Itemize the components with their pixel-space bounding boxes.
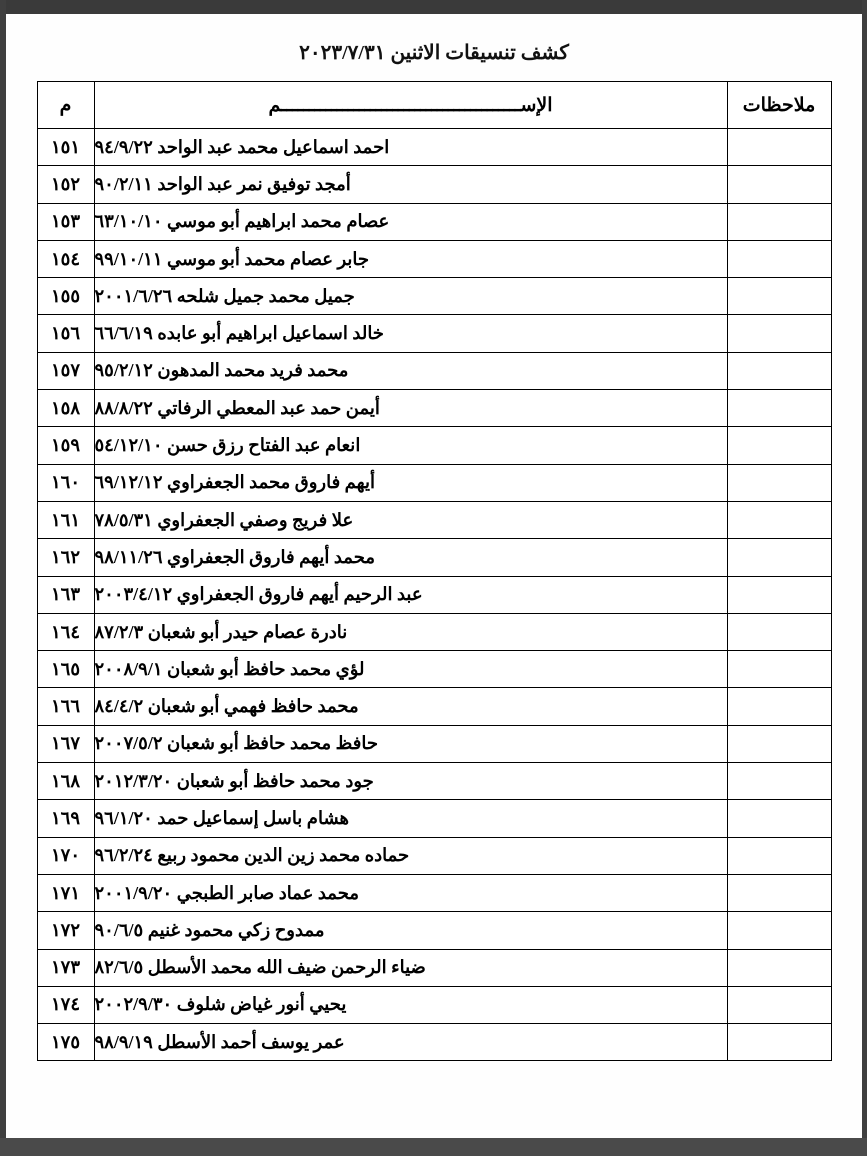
table-header bbox=[37, 82, 831, 129]
cell-name: جميل محمد جميل شلحه ٢٠٠١/٦/٢٦ bbox=[94, 278, 727, 315]
table-row bbox=[37, 390, 831, 427]
cell-notes bbox=[727, 539, 831, 576]
cell-notes bbox=[727, 390, 831, 427]
table-row bbox=[37, 837, 831, 874]
cell-number: ١٧١ bbox=[37, 874, 94, 911]
scan-edge-bottom bbox=[0, 1138, 867, 1156]
column-header-number: م bbox=[37, 82, 94, 129]
cell-notes bbox=[727, 763, 831, 800]
cell-notes bbox=[727, 427, 831, 464]
cell-name: انعام عبد الفتاح رزق حسن ٥٤/١٢/١٠ bbox=[94, 427, 727, 464]
cell-notes bbox=[727, 464, 831, 501]
cell-number: ١٦٩ bbox=[37, 800, 94, 837]
cell-notes bbox=[727, 688, 831, 725]
cell-number: ١٦٧ bbox=[37, 725, 94, 762]
cell-number: ١٥١ bbox=[37, 129, 94, 166]
coordination-table bbox=[37, 81, 832, 1061]
table-row bbox=[37, 278, 831, 315]
table-row bbox=[37, 651, 831, 688]
cell-number: ١٧٤ bbox=[37, 986, 94, 1023]
cell-name: محمد أيهم فاروق الجعفراوي ٩٨/١١/٢٦ bbox=[94, 539, 727, 576]
table-row bbox=[37, 539, 831, 576]
table-row bbox=[37, 763, 831, 800]
table-row bbox=[37, 688, 831, 725]
cell-name: احمد اسماعيل محمد عبد الواحد ٩٤/٩/٢٢ bbox=[94, 129, 727, 166]
cell-name: محمد فريد محمد المدهون ٩٥/٢/١٢ bbox=[94, 352, 727, 389]
cell-number: ١٥٢ bbox=[37, 166, 94, 203]
cell-number: ١٦٣ bbox=[37, 576, 94, 613]
cell-notes bbox=[727, 613, 831, 650]
cell-notes bbox=[727, 240, 831, 277]
cell-name: حافظ محمد حافظ أبو شعبان ٢٠٠٧/٥/٢ bbox=[94, 725, 727, 762]
cell-name: هشام باسل إسماعيل حمد ٩٦/١/٢٠ bbox=[94, 800, 727, 837]
cell-number: ١٦٤ bbox=[37, 613, 94, 650]
cell-notes bbox=[727, 837, 831, 874]
cell-notes bbox=[727, 315, 831, 352]
cell-name: محمد عماد صابر الطبجي ٢٠٠١/٩/٢٠ bbox=[94, 874, 727, 911]
cell-name: محمد حافظ فهمي أبو شعبان ٨٤/٤/٢ bbox=[94, 688, 727, 725]
table-row bbox=[37, 501, 831, 538]
cell-notes bbox=[727, 129, 831, 166]
table-row bbox=[37, 800, 831, 837]
table-row bbox=[37, 912, 831, 949]
cell-number: ١٦١ bbox=[37, 501, 94, 538]
cell-number: ١٦٢ bbox=[37, 539, 94, 576]
table-row bbox=[37, 352, 831, 389]
cell-name: جابر عصام محمد أبو موسي ٩٩/١٠/١١ bbox=[94, 240, 727, 277]
cell-notes bbox=[727, 725, 831, 762]
cell-number: ١٥٨ bbox=[37, 390, 94, 427]
table-row bbox=[37, 315, 831, 352]
table-row bbox=[37, 1024, 831, 1061]
cell-notes bbox=[727, 576, 831, 613]
cell-name: أيهم فاروق محمد الجعفراوي ٦٩/١٢/١٢ bbox=[94, 464, 727, 501]
table-row bbox=[37, 203, 831, 240]
cell-notes bbox=[727, 912, 831, 949]
cell-number: ١٦٦ bbox=[37, 688, 94, 725]
table-row bbox=[37, 613, 831, 650]
cell-number: ١٥٩ bbox=[37, 427, 94, 464]
column-header-name bbox=[94, 82, 727, 129]
cell-number: ١٥٦ bbox=[37, 315, 94, 352]
table-row bbox=[37, 129, 831, 166]
cell-number: ١٦٥ bbox=[37, 651, 94, 688]
cell-number: ١٥٥ bbox=[37, 278, 94, 315]
cell-name: جود محمد حافظ أبو شعبان ٢٠١٢/٣/٢٠ bbox=[94, 763, 727, 800]
cell-notes bbox=[727, 278, 831, 315]
scan-edge-top bbox=[0, 0, 867, 14]
document-sheet bbox=[6, 14, 862, 1138]
cell-name: يحيي أنور غياض شلوف ٢٠٠٢/٩/٣٠ bbox=[94, 986, 727, 1023]
cell-number: ١٧٢ bbox=[37, 912, 94, 949]
cell-notes bbox=[727, 874, 831, 911]
cell-notes bbox=[727, 1024, 831, 1061]
cell-number: ١٥٤ bbox=[37, 240, 94, 277]
table-row bbox=[37, 874, 831, 911]
cell-number: ١٧٠ bbox=[37, 837, 94, 874]
cell-number: ١٧٥ bbox=[37, 1024, 94, 1061]
cell-name: لؤي محمد حافظ أبو شعبان ٢٠٠٨/٩/١ bbox=[94, 651, 727, 688]
cell-notes bbox=[727, 651, 831, 688]
scan-edge-right bbox=[862, 0, 867, 1156]
cell-number: ١٧٣ bbox=[37, 949, 94, 986]
cell-name: حماده محمد زين الدين محمود ربيع ٩٦/٢/٢٤ bbox=[94, 837, 727, 874]
table-body bbox=[37, 129, 831, 1061]
table-row bbox=[37, 464, 831, 501]
table-header-row bbox=[37, 82, 831, 129]
cell-number: ١٥٣ bbox=[37, 203, 94, 240]
cell-name: نادرة عصام حيدر أبو شعبان ٨٧/٢/٣ bbox=[94, 613, 727, 650]
cell-name: أيمن حمد عبد المعطي الرفاتي ٨٨/٨/٢٢ bbox=[94, 390, 727, 427]
table-row bbox=[37, 725, 831, 762]
table-row bbox=[37, 986, 831, 1023]
column-header-notes: ملاحظات bbox=[727, 82, 831, 129]
cell-name: خالد اسماعيل ابراهيم أبو عابده ٦٦/٦/١٩ bbox=[94, 315, 727, 352]
cell-notes bbox=[727, 203, 831, 240]
cell-number: ١٦٠ bbox=[37, 464, 94, 501]
cell-name: عصام محمد ابراهيم أبو موسي ٦٣/١٠/١٠ bbox=[94, 203, 727, 240]
cell-name: أمجد توفيق نمر عبد الواحد ٩٠/٢/١١ bbox=[94, 166, 727, 203]
cell-name: عمر يوسف أحمد الأسطل ٩٨/٩/١٩ bbox=[94, 1024, 727, 1061]
cell-notes bbox=[727, 949, 831, 986]
table-row bbox=[37, 576, 831, 613]
cell-name: ضياء الرحمن ضيف الله محمد الأسطل ٨٢/٦/٥ bbox=[94, 949, 727, 986]
column-header-name-label: الإســـــــــــــــــــــــــــــــــــــــــــم bbox=[268, 94, 553, 116]
cell-notes bbox=[727, 800, 831, 837]
cell-name: ممدوح زكي محمود غنيم ٩٠/٦/٥ bbox=[94, 912, 727, 949]
table-row bbox=[37, 427, 831, 464]
cell-notes bbox=[727, 352, 831, 389]
table-row bbox=[37, 949, 831, 986]
page-title: كشف تنسيقات الاثنين ٢٠٢٣/٧/٣١ bbox=[299, 42, 569, 64]
cell-notes bbox=[727, 501, 831, 538]
cell-notes bbox=[727, 166, 831, 203]
table-row bbox=[37, 166, 831, 203]
cell-number: ١٦٨ bbox=[37, 763, 94, 800]
cell-name: عبد الرحيم أيهم فاروق الجعفراوي ٢٠٠٣/٤/١٢ bbox=[94, 576, 727, 613]
cell-name: علا فريج وصفي الجعفراوي ٧٨/٥/٣١ bbox=[94, 501, 727, 538]
cell-notes bbox=[727, 986, 831, 1023]
table-row bbox=[37, 240, 831, 277]
cell-number: ١٥٧ bbox=[37, 352, 94, 389]
